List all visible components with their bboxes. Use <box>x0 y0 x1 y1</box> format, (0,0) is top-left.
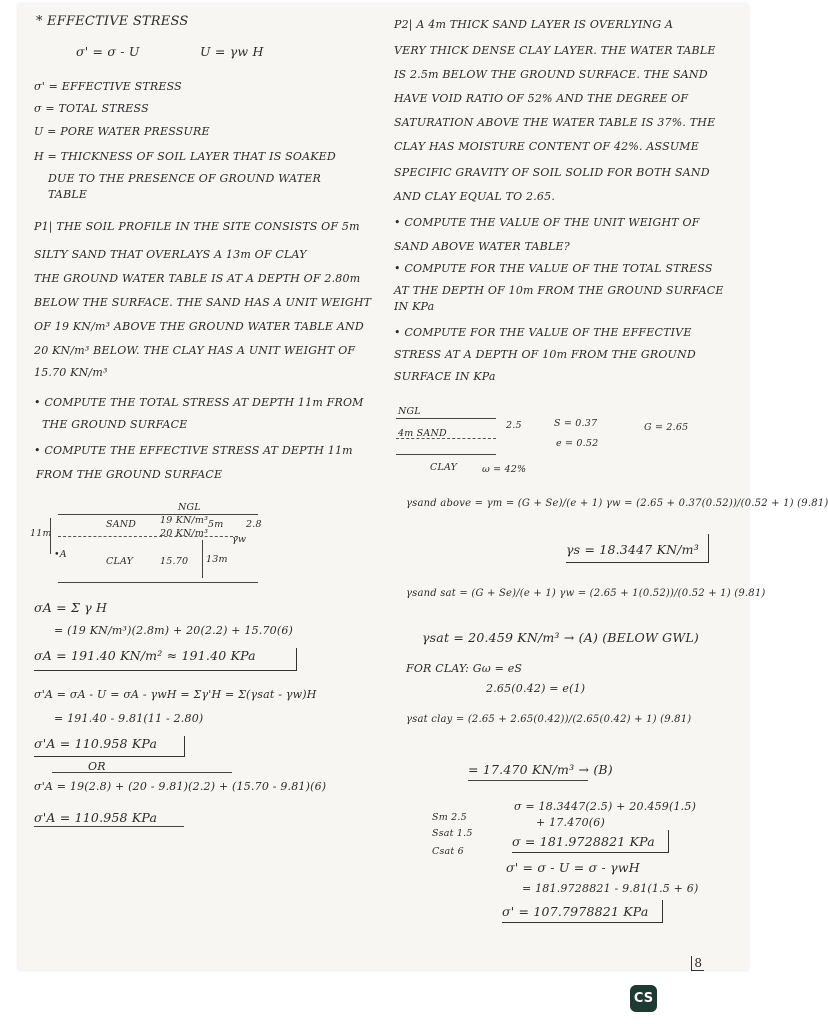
solution-line: 2.65(0.42) = e(1) <box>486 682 586 695</box>
ground-line <box>58 514 258 515</box>
task-line: STRESS AT A DEPTH OF 10m FROM THE GROUND <box>394 348 696 361</box>
side-note: Csat 6 <box>432 846 464 857</box>
solution-line: σ'A = σA - U = σA - γwH = Σγ'H = Σ(γsat - γw)H <box>34 688 317 701</box>
task-line: • COMPUTE FOR THE VALUE OF THE TOTAL STRESS <box>394 262 713 275</box>
solution-line: = (19 KN/m³)(2.8m) + 20(2.2) + 15.70(6) <box>54 624 294 637</box>
solution-line: γsand sat = (G + Se)/(e + 1) γw = (2.65 + 1(0.52))/(0.52 + 1) (9.81) <box>406 588 766 599</box>
problem-line: CLAY HAS MOISTURE CONTENT OF 42%. ASSUME <box>394 140 699 153</box>
solution-line: σ' = σ - U = σ - γwH <box>506 860 640 875</box>
problem-line: SPECIFIC GRAVITY OF SOIL SOLID FOR BOTH SAND <box>394 166 710 179</box>
definition-line: σ' = EFFECTIVE STRESS <box>34 80 182 93</box>
ngl-label: NGL <box>398 406 421 417</box>
ground-line <box>396 418 496 419</box>
task-line: • COMPUTE THE VALUE OF THE UNIT WEIGHT OF <box>394 216 700 229</box>
section-title: * EFFECTIVE STRESS <box>36 14 189 29</box>
task-line: AT THE DEPTH OF 10m FROM THE GROUND SURFACE <box>394 284 724 297</box>
page-number: 8 <box>691 956 704 971</box>
task-line: IN KPa <box>394 300 435 313</box>
solution-line: σA = Σ γ H <box>34 600 108 615</box>
solution-line: FOR CLAY: Gω = eS <box>406 662 523 675</box>
gw-label: γw <box>232 534 247 545</box>
task-line: THE GROUND SURFACE <box>42 418 188 431</box>
task-line: SURFACE IN KPa <box>394 370 496 383</box>
solution-line: = 191.40 - 9.81(11 - 2.80) <box>54 712 204 725</box>
solution-line: σ'A = 110.958 KPa <box>34 810 158 825</box>
answer-underline <box>34 826 184 827</box>
clay-depth-line <box>202 540 203 578</box>
problem-line: P1| THE SOIL PROFILE IN THE SITE CONSISTS OF 5m <box>34 220 360 233</box>
ngl-label: NGL <box>178 502 201 513</box>
definition-line: TABLE <box>48 188 88 201</box>
or-label: OR <box>88 760 106 773</box>
solution-line: γsat = 20.459 KN/m³ → (A) (BELOW GWL) <box>422 630 699 645</box>
notebook-page <box>18 4 828 970</box>
problem-line: 15.70 KN/m³ <box>34 366 108 379</box>
problem-line: 20 KN/m³ BELOW. THE CLAY HAS A UNIT WEIGHT OF <box>34 344 356 357</box>
sand-label: 4m SAND <box>398 428 447 439</box>
solution-line: = 181.9728821 - 9.81(1.5 + 6) <box>522 882 699 895</box>
clay-top-line <box>396 454 496 455</box>
solution-line: γsat clay = (2.65 + 2.65(0.42))/(2.65(0.42) + 1) (9.81) <box>406 714 692 725</box>
clay-unit-weight: 15.70 <box>160 556 189 567</box>
saturation-value: S = 0.37 <box>554 418 598 429</box>
clay-label: CLAY <box>106 556 134 567</box>
water-table-line <box>396 438 496 439</box>
problem-line: HAVE VOID RATIO OF 52% AND THE DEGREE OF <box>394 92 689 105</box>
divider-line <box>52 772 232 773</box>
problem-line: OF 19 KN/m³ ABOVE THE GROUND WATER TABLE AND <box>34 320 364 333</box>
answer-box <box>512 830 669 853</box>
problem-line: SATURATION ABOVE THE WATER TABLE IS 37%. THE <box>394 116 716 129</box>
side-note: Ssat 1.5 <box>432 828 473 839</box>
point-a: •A <box>54 549 67 560</box>
solution-line: σ = 18.3447(2.5) + 20.459(1.5) <box>514 800 697 813</box>
clay-label: CLAY <box>430 462 458 473</box>
task-line: • COMPUTE THE TOTAL STRESS AT DEPTH 11m FROM <box>34 396 364 409</box>
depth-13m: 13m <box>206 554 228 565</box>
clay-bottom-line <box>58 582 258 583</box>
problem-line: VERY THICK DENSE CLAY LAYER. THE WATER TABLE <box>394 44 716 57</box>
sand-unit-weight-below: 20 KN/m³ <box>160 528 209 539</box>
depth-arrow <box>50 518 51 554</box>
solution-line: σA = 191.40 KN/m² ≈ 191.40 KPa <box>34 648 256 663</box>
problem-line: BELOW THE SURFACE. THE SAND HAS A UNIT WEIGHT <box>34 296 372 309</box>
answer-box <box>34 736 185 757</box>
depth-11m: 11m <box>30 528 52 539</box>
sand-label: SAND <box>106 519 137 530</box>
solution-line: σ = 181.9728821 KPa <box>512 834 655 849</box>
answer-underline <box>468 780 588 781</box>
problem-line: SILTY SAND THAT OVERLAYS A 13m OF CLAY <box>34 248 307 261</box>
task-line: SAND ABOVE WATER TABLE? <box>394 240 570 253</box>
formula-pore-pressure: U = γw H <box>200 44 264 59</box>
definition-line: DUE TO THE PRESENCE OF GROUND WATER <box>48 172 321 185</box>
moisture-content-value: ω = 42% <box>482 464 527 475</box>
solution-line: σ'A = 19(2.8) + (20 - 9.81)(2.2) + (15.70 - 9.81)(6) <box>34 780 327 793</box>
void-ratio-value: e = 0.52 <box>556 438 599 449</box>
solution-line: γs = 18.3447 KN/m³ <box>566 542 699 557</box>
definition-line: σ = TOTAL STRESS <box>34 102 149 115</box>
problem-line: P2| A 4m THICK SAND LAYER IS OVERLYING A <box>394 18 674 31</box>
definition-line: U = PORE WATER PRESSURE <box>34 125 210 138</box>
gwt-depth: 2.8 <box>246 519 262 530</box>
formula-effective-stress: σ' = σ - U <box>76 44 140 59</box>
answer-box <box>566 534 709 563</box>
depth-5m: 5m <box>208 519 224 530</box>
task-line: FROM THE GROUND SURFACE <box>36 468 223 481</box>
camscanner-logo: CS <box>630 985 657 1012</box>
solution-line: + 17.470(6) <box>536 816 605 829</box>
answer-box <box>34 648 297 671</box>
solution-line: σ' = 107.7978821 KPa <box>502 904 649 919</box>
problem-line: AND CLAY EQUAL TO 2.65. <box>394 190 556 203</box>
water-table-line <box>58 536 238 537</box>
sand-unit-weight-above: 19 KN/m³ <box>160 515 209 526</box>
answer-box <box>502 900 663 923</box>
side-note: Sm 2.5 <box>432 812 467 823</box>
specific-gravity-value: G = 2.65 <box>644 422 689 433</box>
definition-line: H = THICKNESS OF SOIL LAYER THAT IS SOAKED <box>34 150 336 163</box>
task-line: • COMPUTE FOR THE VALUE OF THE EFFECTIVE <box>394 326 692 339</box>
gwt-depth: 2.5 <box>506 420 522 431</box>
solution-line: = 17.470 KN/m³ → (B) <box>468 762 613 777</box>
solution-line: γsand above = γm = (G + Se)/(e + 1) γw = (2.65 + 0.37(0.52))/(0.52 + 1) (9.81) <box>406 498 828 509</box>
problem-line: THE GROUND WATER TABLE IS AT A DEPTH OF 2.80m <box>34 272 361 285</box>
problem-line: IS 2.5m BELOW THE GROUND SURFACE. THE SAND <box>394 68 708 81</box>
solution-line: σ'A = 110.958 KPa <box>34 736 158 751</box>
task-line: • COMPUTE THE EFFECTIVE STRESS AT DEPTH 11m <box>34 444 353 457</box>
